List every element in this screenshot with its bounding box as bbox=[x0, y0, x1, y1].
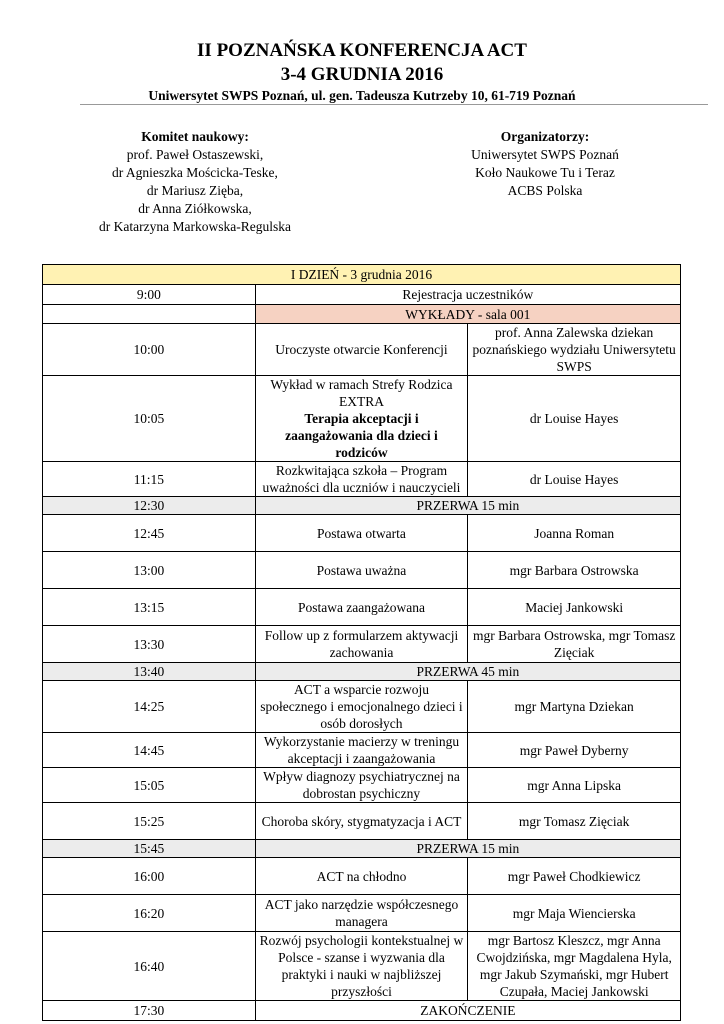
speaker-cell: prof. Anna Zalewska dziekan poznańskiego wydziału Uniwersytetu SWPS bbox=[468, 324, 681, 376]
speaker-cell: mgr Bartosz Kleszcz, mgr Anna Cwojdzińska, mgr Magdalena Hyla, mgr Jakub Szymański, mgr Hubert Czupała, Maciej Jankowski bbox=[468, 932, 681, 1001]
organizer-item: ACBS Polska bbox=[507, 183, 583, 198]
organizers bbox=[420, 128, 670, 200]
empty-time-cell bbox=[43, 305, 256, 324]
closing-row bbox=[43, 1001, 681, 1021]
speaker-cell: mgr Barbara Ostrowska bbox=[468, 552, 681, 589]
speaker-cell: Joanna Roman bbox=[468, 515, 681, 552]
time-cell: 15:45 bbox=[43, 840, 256, 858]
conference-title: II POZNAŃSKA KONFERENCJA ACT bbox=[197, 40, 527, 61]
speaker-cell: mgr Paweł Chodkiewicz bbox=[468, 858, 681, 895]
session-title: Follow up z formularzem aktywacji zachowania bbox=[255, 626, 468, 663]
schedule-table bbox=[42, 264, 681, 1021]
time-cell: 14:45 bbox=[43, 733, 256, 768]
session-title: ACT jako narzędzie współczesnego managera bbox=[255, 895, 468, 932]
table-row bbox=[43, 285, 681, 305]
time-cell: 13:15 bbox=[43, 589, 256, 626]
time-cell: 13:00 bbox=[43, 552, 256, 589]
session-subtitle: Wykład w ramach Strefy Rodzica EXTRA bbox=[270, 377, 453, 409]
time-cell: 16:00 bbox=[43, 858, 256, 895]
table-row bbox=[43, 552, 681, 589]
registration-cell: Rejestracja uczestników bbox=[255, 285, 680, 305]
time-cell: 10:00 bbox=[43, 324, 256, 376]
break-label: PRZERWA 45 min bbox=[255, 663, 680, 681]
table-row bbox=[43, 733, 681, 768]
organizer-item: Koło Naukowe Tu i Teraz bbox=[475, 165, 615, 180]
break-label: PRZERWA 15 min bbox=[255, 497, 680, 515]
session-title: Wpływ diagnozy psychiatrycznej na dobrostan psychiczny bbox=[255, 768, 468, 803]
lectures-header-row bbox=[43, 305, 681, 324]
table-row bbox=[43, 324, 681, 376]
table-row bbox=[43, 768, 681, 803]
time-cell: 10:05 bbox=[43, 376, 256, 462]
break-label: PRZERWA 15 min bbox=[255, 840, 680, 858]
speaker-cell: mgr Tomasz Zięciak bbox=[468, 803, 681, 840]
committee-member: dr Agnieszka Mościcka-Teske, bbox=[112, 165, 278, 180]
committee-member: dr Katarzyna Markowska-Regulska bbox=[99, 219, 291, 234]
table-row bbox=[43, 895, 681, 932]
session-title: Postawa otwarta bbox=[255, 515, 468, 552]
session-title: ACT na chłodno bbox=[255, 858, 468, 895]
speaker-cell: mgr Barbara Ostrowska, mgr Tomasz Zięciak bbox=[468, 626, 681, 663]
committee-member: dr Mariusz Zięba, bbox=[146, 183, 244, 198]
table-row bbox=[43, 681, 681, 733]
session-title: ACT a wsparcie rozwoju społecznego i emocjonalnego dzieci i osób dorosłych bbox=[255, 681, 468, 733]
speaker-cell: mgr Anna Lipska bbox=[468, 768, 681, 803]
speaker-cell: mgr Martyna Dziekan bbox=[468, 681, 681, 733]
time-cell: 9:00 bbox=[43, 285, 256, 305]
conference-venue: Uniwersytet SWPS Poznań, ul. gen. Tadeusza Kutrzeby 10, 61-719 Poznań bbox=[148, 88, 576, 103]
time-cell: 11:15 bbox=[43, 462, 256, 497]
session-title bbox=[255, 376, 468, 462]
break-row bbox=[43, 497, 681, 515]
break-row bbox=[43, 663, 681, 681]
time-cell: 13:30 bbox=[43, 626, 256, 663]
time-cell: 13:40 bbox=[43, 663, 256, 681]
organizer-item: Uniwersytet SWPS Poznań bbox=[471, 147, 619, 162]
table-row bbox=[43, 626, 681, 663]
committee-heading: Komitet naukowy: bbox=[141, 129, 249, 144]
table-row bbox=[43, 376, 681, 462]
session-title: Postawa uważna bbox=[255, 552, 468, 589]
speaker-cell: Maciej Jankowski bbox=[468, 589, 681, 626]
session-title-bold: Terapia akceptacji i zaangażowania dla dzieci i rodziców bbox=[285, 411, 438, 460]
time-cell: 16:20 bbox=[43, 895, 256, 932]
session-title: Rozkwitająca szkoła – Program uważności dla uczniów i nauczycieli bbox=[255, 462, 468, 497]
scientific-committee bbox=[70, 128, 320, 236]
speaker-cell: mgr Maja Wiencierska bbox=[468, 895, 681, 932]
speaker-cell: mgr Paweł Dyberny bbox=[468, 733, 681, 768]
header-divider bbox=[80, 104, 708, 105]
time-cell: 12:30 bbox=[43, 497, 256, 515]
table-row bbox=[43, 858, 681, 895]
committee-member: prof. Paweł Ostaszewski, bbox=[126, 147, 264, 162]
table-row bbox=[43, 462, 681, 497]
time-cell: 15:05 bbox=[43, 768, 256, 803]
session-title: Rozwój psychologii kontekstualnej w Polsce - szanse i wyzwania dla praktyki i nauki w najbliższej przyszłości bbox=[255, 932, 468, 1001]
time-cell: 16:40 bbox=[43, 932, 256, 1001]
time-cell: 15:25 bbox=[43, 803, 256, 840]
table-row bbox=[43, 932, 681, 1001]
session-title: Uroczyste otwarcie Konferencji bbox=[255, 324, 468, 376]
time-cell: 12:45 bbox=[43, 515, 256, 552]
organizers-heading: Organizatorzy: bbox=[500, 129, 590, 144]
time-cell: 17:30 bbox=[43, 1001, 256, 1021]
lectures-heading: WYKŁADY - sala 001 bbox=[255, 305, 680, 324]
session-title: Wykorzystanie macierzy w treningu akceptacji i zaangażowania bbox=[255, 733, 468, 768]
day-title: I DZIEŃ - 3 grudnia 2016 bbox=[43, 265, 681, 285]
conference-dates: 3-4 GRUDNIA 2016 bbox=[280, 64, 444, 85]
time-cell: 14:25 bbox=[43, 681, 256, 733]
break-row bbox=[43, 840, 681, 858]
session-title: Choroba skóry, stygmatyzacja i ACT bbox=[255, 803, 468, 840]
speaker-cell: dr Louise Hayes bbox=[468, 376, 681, 462]
table-row bbox=[43, 803, 681, 840]
session-title: Postawa zaangażowana bbox=[255, 589, 468, 626]
closing-label: ZAKOŃCZENIE bbox=[255, 1001, 680, 1021]
day-header-row bbox=[43, 265, 681, 285]
table-row bbox=[43, 515, 681, 552]
table-row bbox=[43, 589, 681, 626]
speaker-cell: dr Louise Hayes bbox=[468, 462, 681, 497]
committee-member: dr Anna Ziółkowska, bbox=[138, 201, 252, 216]
